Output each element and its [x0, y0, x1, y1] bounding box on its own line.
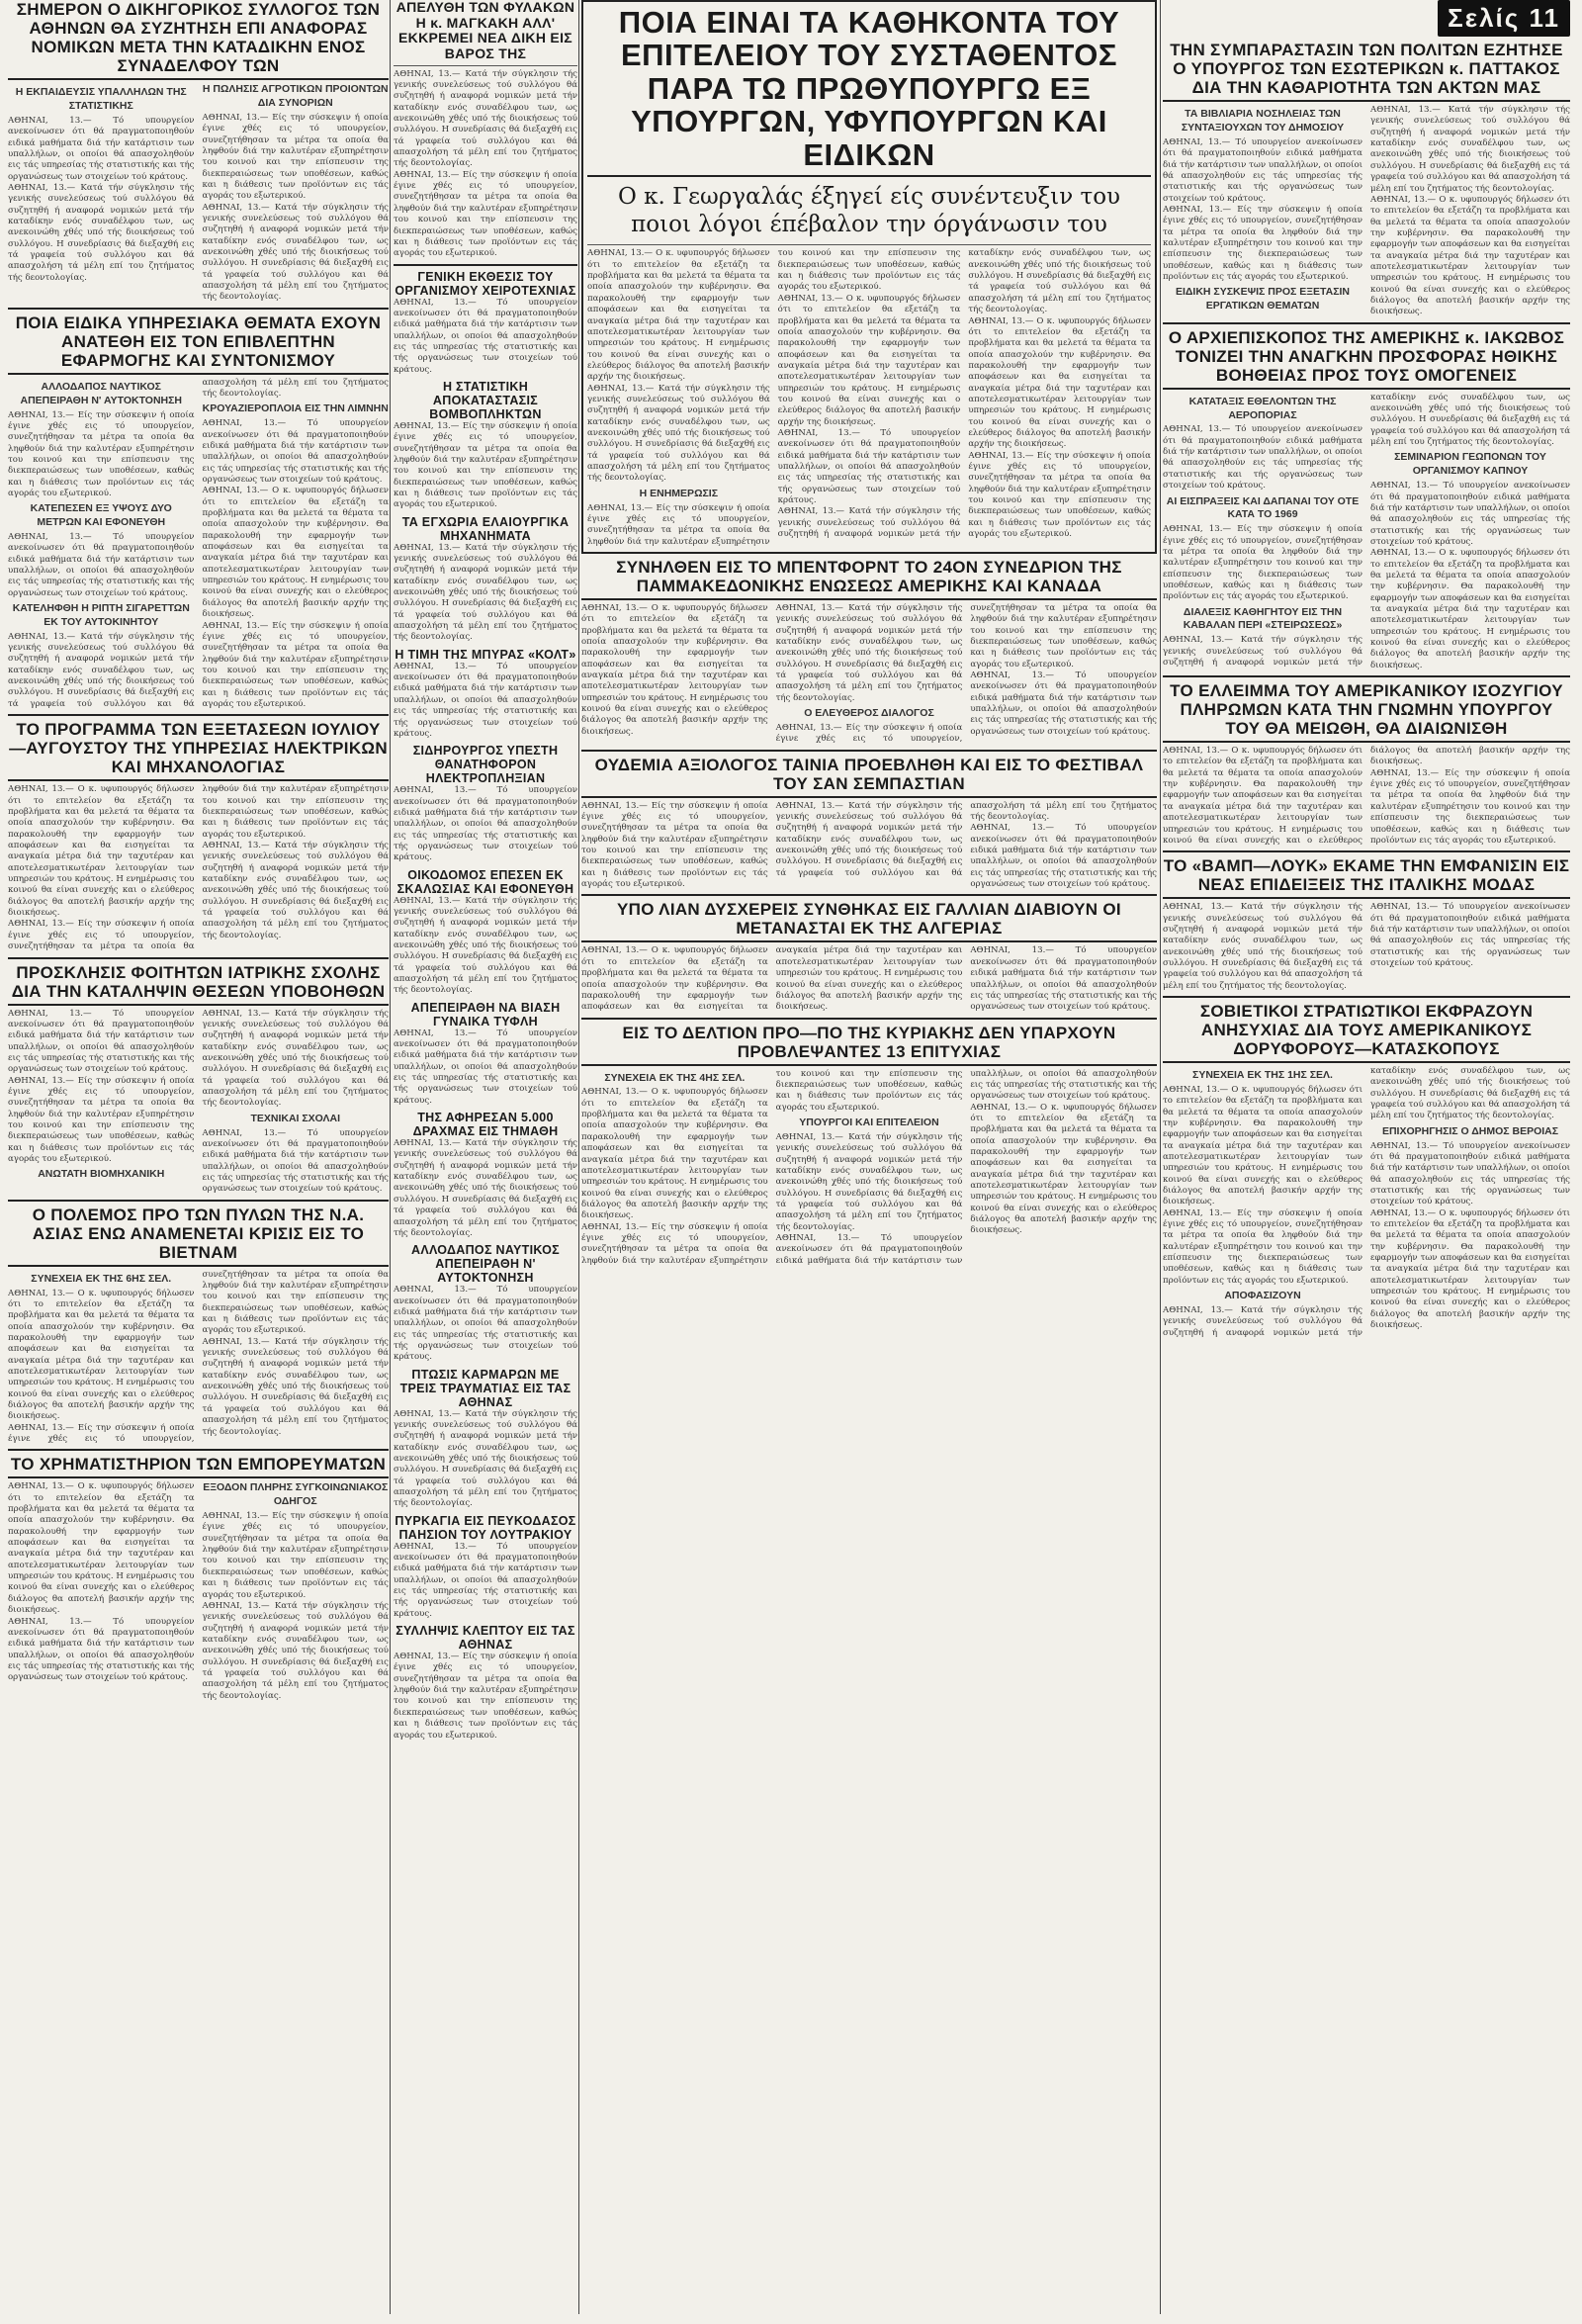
continuation-label: ΣΥΝΕΧΕΙΑ ΕΚ ΤΗΣ 1ΗΣ ΣΕΛ.	[1192, 1069, 1333, 1082]
paragraph: ΑΘΗΝΑΙ, 13.— Είς την σύσκεψιν ή οποία έγινε χθές εις τό υπουργείον, συνεζητήθησαν τα μέτρα τα οποία θα ληφθούν διά την καλυτέραν εξυπηρέτησιν του κοινού και την επίσπευσιν της διεκπεραιώσεως των υποθέσεων, καθώς και η διάθεσις των προϊόντων εις τάς αγοράς του εξωτερικού.	[8, 784, 389, 952]
paragraph: ΑΘΗΝΑΙ, 13.— Ο κ. υφυπουργός δήλωσεν ότι το επιτελείον θα εξετάζη τα προβλήματα και θα μελετά τα θέματα τα οποία απασχολούν την κυβέρνησιν. Θα παρακολουθή την εφαρμογήν των αποφάσεων και θα εισηγείται τα αναγκαία μέτρα διά την ταχυτέραν και αποτελεσματικωτέραν λειτουργίαν των υπηρεσιών του κράτους. Η ενημέρωσις του κοινού θα είναι συνεχής και ο ελεύθερος διάλογος θα αποτελή βασικήν αρχήν της διοικήσεως.	[202, 486, 389, 620]
paragraph: ΑΘΗΝΑΙ, 13.— Είς την σύσκεψιν ή οποία έγινε χθές εις τό υπουργείον, συνεζητήθησαν τα μέτρα τα οποία θα ληφθούν διά την καλυτέραν εξυπηρέτησιν του κοινού και την επίσπευσιν της διεκπεραιώσεως των υποθέσεων, καθώς και η διάθεσις των προϊόντων εις τάς αγοράς του εξωτερικού.	[202, 620, 389, 709]
paragraph: ΑΘΗΝΑΙ, 13.— Τό υπουργείον ανεκοίνωσεν ότι θά πραγματοποιηθούν ειδικά μαθήματα διά τήν κατάρτισιν των υπαλλήλων, οι οποίοι θά απασχοληθούν εις τάς υπηρεσίας τής στατιστικής και τής οργανώσεως των στοιχείων τού κράτους.	[394, 1028, 577, 1106]
paragraph: ΑΘΗΝΑΙ, 13.— Ο κ. υφυπουργός δήλωσεν ότι το επιτελείον θα εξετάζη τα προβλήματα και θα μελετά τα θέματα τα οποία απασχολούν την κυβέρνησιν. Θα παρακολουθή την εφαρμογήν των αποφάσεων και θα εισηγείται τα αναγκαία μέτρα διά την ταχυτέραν και αποτελεσματικωτέραν λειτουργίαν των υπηρεσιών του κράτους. Η ενημέρωσις του κοινού θα είναι συνεχής και ο ελεύθερος διάλογος θα αποτελή βασικήν αρχήν της διοικήσεως.	[587, 248, 770, 383]
article-body	[8, 1481, 389, 1702]
divider	[1163, 996, 1570, 998]
paragraph: ΑΘΗΝΑΙ, 13.— Τό υπουργείον ανεκοίνωσεν ότι θά πραγματοποιηθούν ειδικά μαθήματα διά τήν κατάρτισιν των υπαλλήλων, οι οποίοι θά απασχοληθούν εις τάς υπηρεσίας τής στατιστικής και τής οργανώσεως των στοιχείων τού κράτους.	[394, 785, 577, 863]
headline: ΟΥΔΕΜΙΑ ΑΞΙΟΛΟΓΟΣ ΤΑΙΝΙΑ ΠΡΟΕΒΛΗΘΗ ΚΑΙ ΕΙΣ ΤΟ ΦΕΣΤΙΒΑΛ ΤΟΥ ΣΑΝ ΣΕΜΠΑΣΤΙΑΝ	[581, 756, 1157, 798]
column-second	[394, 0, 577, 2314]
paragraph: ΑΘΗΝΑΙ, 13.— Τό υπουργείον ανεκοίνωσεν ότι θά πραγματοποιηθούν ειδικά μαθήματα διά τήν κατάρτισιν των υπαλλήλων, οι οποίοι θά απασχοληθούν εις τάς υπηρεσίας τής στατιστικής και τής οργανώσεως των στοιχείων τού κράτους.	[970, 945, 1157, 1013]
divider	[1163, 322, 1570, 324]
paragraph: ΑΘΗΝΑΙ, 13.— Κατά τήν σύγκλησιν τής γενικής συνελεύσεως τού συλλόγου θά συζητηθή ή αναφορά νομικών μετά τήν καταδίκην ενός συναδέλφου των, ως ανεκοινώθη χθές υπό τής διοικήσεως τού συλλόγου. Η συνεδρίασις θά διεξαχθή εις τά γραφεία τού συλλόγου και θά απασχολήση τά μέλη επί του ζητήματος τής δεοντολογίας.	[394, 1138, 577, 1238]
subheadline: ΕΞΟΔΟΝ ΠΛΗΡΗΣ ΣΥΓΚΟΙΝΩΝΙΑΚΟΣ ΟΔΗΓΟΣ	[203, 1481, 389, 1508]
paragraph: ΑΘΗΝΑΙ, 13.— Κατά τήν σύγκλησιν τής γενικής συνελεύσεως τού συλλόγου θά συζητηθή ή αναφορά νομικών μετά τήν καταδίκην ενός συναδέλφου των, ως ανεκοινώθη χθές υπό τής διοικήσεως τού συλλόγου. Η συνεδρίασις θά διεξαχθή εις τά γραφεία τού συλλόγου και θά απασχολήση τά μέλη επί του ζητήματος τής δεοντολογίας.	[394, 542, 577, 643]
paragraph: ΑΘΗΝΑΙ, 13.— Τό υπουργείον ανεκοίνωσεν ότι θά πραγματοποιηθούν ειδικά μαθήματα διά τήν κατάρτισιν των υπαλλήλων, οι οποίοι θά απασχοληθούν εις τάς υπηρεσίας τής στατιστικής και τής οργανώσεως των στοιχείων τού κράτους.	[777, 427, 961, 505]
column-rule	[1160, 0, 1161, 2314]
divider	[587, 175, 1151, 177]
paragraph: ΑΘΗΝΑΙ, 13.— Ο κ. υφυπουργός δήλωσεν ότι το επιτελείον θα εξετάζη τα προβλήματα και θα μελετά τα θέματα τα οποία απασχολούν την κυβέρνησιν. Θα παρακολουθή την εφαρμογήν των αποφάσεων και θα εισηγείται τα αναγκαία μέτρα διά την ταχυτέραν και αποτελεσματικωτέραν λειτουργίαν των υπηρεσιών του κράτους. Η ενημέρωσις του κοινού θα είναι συνεχής και ο ελεύθερος διάλογος θα αποτελή βασικήν αρχήν της διοικήσεως.	[581, 1087, 768, 1221]
paragraph: ΑΘΗΝΑΙ, 13.— Ο κ. υφυπουργός δήλωσεν ότι το επιτελείον θα εξετάζη τα προβλήματα και θα μελετά τα θέματα τα οποία απασχολούν την κυβέρνησιν. Θα παρακολουθή την εφαρμογήν των αποφάσεων και θα εισηγείται τα αναγκαία μέτρα διά την ταχυτέραν και αποτελεσματικωτέραν λειτουργίαν των υπηρεσιών του κράτους. Η ενημέρωσις του κοινού θα είναι συνεχής και ο ελεύθερος διάλογος θα αποτελή βασικήν αρχήν της διοικήσεως.	[1163, 746, 1570, 846]
paragraph: ΑΘΗΝΑΙ, 13.— Ο κ. υφυπουργός δήλωσεν ότι το επιτελείον θα εξετάζη τα προβλήματα και θα μελετά τα θέματα τα οποία απασχολούν την κυβέρνησιν. Θα παρακολουθή την εφαρμογήν των αποφάσεων και θα εισηγείται τα αναγκαία μέτρα διά την ταχυτέραν και αποτελεσματικωτέραν λειτουργίαν των υπηρεσιών του κράτους. Η ενημέρωσις του κοινού θα είναι συνεχής και ο ελεύθερος διάλογος θα αποτελή βασικήν αρχήν της διοικήσεως.	[581, 945, 963, 1013]
article-body	[394, 1028, 577, 1107]
subheadline: Η ΕΝΗΜΕΡΩΣΙΣ	[639, 487, 719, 499]
paragraph: ΑΘΗΝΑΙ, 13.— Είς την σύσκεψιν ή οποία έγινε χθές εις τό υπουργείον, συνεζητήθησαν τα μέτρα τα οποία θα ληφθούν διά την καλυτέραν εξυπηρέτησιν του κοινού και την επίσπευσιν της διεκπεραιώσεως των υποθέσεων, καθώς και η διάθεσις των προϊόντων εις τάς αγοράς του εξωτερικού.	[202, 112, 389, 202]
headline: ΠΡΟΣΚΛΗΣΙΣ ΦΟΙΤΗΤΩΝ ΙΑΤΡΙΚΗΣ ΣΧΟΛΗΣ ΔΙΑ ΤΗΝ ΚΑΤΑΛΗΨΙΝ ΘΕΣΕΩΝ ΥΠΟΒΟΗΘΩΝ	[8, 963, 389, 1006]
article-builder-fall	[394, 868, 577, 997]
article-fashion	[1163, 856, 1570, 992]
paragraph: ΑΘΗΝΑΙ, 13.— Είς την σύσκεψιν ή οποία έγινε χθές εις τό υπουργείον, συνεζητήθησαν τα μέτρα τα οποία θα ληφθούν διά την καλυτέραν εξυπηρέτησιν του κοινού και την επίσπευσιν της διεκπεραιώσεως των υποθέσεων, καθώς και η διάθεσις των προϊόντων εις τάς αγοράς του εξωτερικού.	[1163, 204, 1362, 282]
headline: ΠΟΙΑ ΕΙΔΙΚΑ ΥΠΗΡΕΣΙΑΚΑ ΘΕΜΑΤΑ ΕΧΟΥΝ ΑΝΑΤΕΘΗ ΕΙΣ ΤΟΝ ΕΠΙΒΛΕΠΤΗΝ ΕΦΑΡΜΟΓΗΣ ΚΑΙ ΣΥΝΤΟΝΙΣΜΟΥ	[8, 313, 389, 375]
paragraph: ΑΘΗΝΑΙ, 13.— Κατά τήν σύγκλησιν τής γενικής συνελεύσεως τού συλλόγου θά συζητηθή ή αναφορά νομικών μετά τήν καταδίκην ενός συναδέλφου των, ως ανεκοινώθη χθές υπό τής διοικήσεως τού συλλόγου. Η συνεδρίασις θά διεξαχθή εις τά γραφεία τού συλλόγου και θά απασχολήση τά μέλη επί του ζητήματος τής δεοντολογίας.	[1163, 902, 1362, 991]
article-theft	[394, 1111, 577, 1239]
paragraph: ΑΘΗΝΑΙ, 13.— Κατά τήν σύγκλησιν τής γενικής συνελεύσεως τού συλλόγου θά συζητηθή ή αναφορά νομικών μετά τήν καταδίκην ενός συναδέλφου των, ως ανεκοινώθη χθές υπό τής διοικήσεως τού συλλόγου. Η συνεδρίασις θά διεξαχθή εις τά γραφεία τού συλλόγου και θά απασχολήση τά μέλη επί του ζητήματος τής δεοντολογίας.	[775, 602, 963, 703]
paragraph: ΑΘΗΝΑΙ, 13.— Ο κ. υφυπουργός δήλωσεν ότι το επιτελείον θα εξετάζη τα προβλήματα και θα μελετά τα θέματα τα οποία απασχολούν την κυβέρνησιν. Θα παρακολουθή την εφαρμογήν των αποφάσεων και θα εισηγείται τα αναγκαία μέτρα διά την ταχυτέραν και αποτελεσματικωτέραν λειτουργίαν των υπηρεσιών του κράτους. Η ενημέρωσις του κοινού θα είναι συνεχής και ο ελεύθερος διάλογος θα αποτελή βασικήν αρχήν της διοικήσεως.	[1370, 548, 1570, 670]
headline: ΓΕΝΙΚΗ ΕΚΘΕΣΙΣ ΤΟΥ ΟΡΓΑΝΙΣΜΟΥ ΧΕΙΡΟΤΕΧΝΙΑΣ	[395, 269, 576, 298]
headline: ΑΠΕΠΕΙΡΑΘΗ ΝΑ ΒΙΑΣΗ ΓΥΝΑΙΚΑ ΤΥΦΛΗ	[410, 1000, 561, 1028]
paragraph: ΑΘΗΝΑΙ, 13.— Είς την σύσκεψιν ή οποία έγινε χθές εις τό υπουργείον, συνεζητήθησαν τα μέτρα τα οποία θα ληφθούν διά την καλυτέραν εξυπηρέτησιν του κοινού και την επίσπευσιν της διεκπεραιώσεως των υποθέσεων, καθώς και η διάθεσις των προϊόντων εις τάς αγοράς του εξωτερικού.	[8, 1075, 195, 1165]
headline: Ο ΑΡΧΙΕΠΙΣΚΟΠΟΣ ΤΗΣ ΑΜΕΡΙΚΗΣ κ. ΙΑΚΩΒΟΣ ΤΟΝΙΖΕΙ ΤΗΝ ΑΝΑΓΚΗΝ ΠΡΟΣΦΟΡΑΣ ΗΘΙΚΗΣ ΒΟΗΘΕΙΑΣ ΠΡΟΣ ΤΟΥΣ ΟΜΟΓΕΝΕΙΣ	[1163, 328, 1570, 390]
paragraph: ΑΘΗΝΑΙ, 13.— Τό υπουργείον ανεκοίνωσεν ότι θά πραγματοποιηθούν ειδικά μαθήματα διά τήν κατάρτισιν των υπαλλήλων, οι οποίοι θά απασχοληθούν εις τάς υπηρεσίας τής στατιστικής και τής οργανώσεως των στοιχείων τού κράτους.	[8, 1616, 195, 1683]
paragraph: ΑΘΗΝΑΙ, 13.— Τό υπουργείον ανεκοίνωσεν ότι θά πραγματοποιηθούν ειδικά μαθήματα διά τήν κατάρτισιν των υπαλλήλων, οι οποίοι θά απασχοληθούν εις τάς υπηρεσίας τής στατιστικής και τής οργανώσεως των στοιχείων τού κράτους.	[394, 1285, 577, 1363]
column-left	[8, 0, 389, 2314]
divider	[8, 308, 389, 310]
page-masthead	[1163, 0, 1570, 37]
paragraph: ΑΘΗΝΑΙ, 13.— Ο κ. υφυπουργός δήλωσεν ότι το επιτελείον θα εξετάζη τα προβλήματα και θα μελετά τα θέματα τα οποία απασχολούν την κυβέρνησιν. Θα παρακολουθή την εφαρμογήν των αποφάσεων και θα εισηγείται τα αναγκαία μέτρα διά την ταχυτέραν και αποτελεσματικωτέραν λειτουργίαν των υπηρεσιών του κράτους. Η ενημέρωσις του κοινού θα είναι συνεχής και ο ελεύθερος διάλογος θα αποτελή βασικήν αρχήν της διοικήσεως.	[581, 602, 768, 737]
divider	[8, 714, 389, 716]
subheadline: ΑΝΩΤΑΤΗ ΒΙΟΜΗΧΑΝΙΚΗ	[38, 1168, 165, 1181]
paragraph: ΑΘΗΝΑΙ, 13.— Τό υπουργείον ανεκοίνωσεν ότι θά πραγματοποιηθούν ειδικά μαθήματα διά τήν κατάρτισιν των υπαλλήλων, οι οποίοι θά απασχοληθούν εις τάς υπηρεσίας τής στατιστικής και τής οργανώσεως των στοιχείων τού κράτους.	[8, 531, 195, 598]
headline: ΣΟΒΙΕΤΙΚΟΙ ΣΤΡΑΤΙΩΤΙΚΟΙ ΕΚΦΡΑΖΟΥΝ ΑΝΗΣΥΧΙΑΣ ΔΙΑ ΤΟΥΣ ΑΜΕΡΙΚΑΝΙΚΟΥΣ ΔΟΡΥΦΟΡΟΥΣ—ΚΑΤΑΣΚΟΠΟΥΣ	[1163, 1002, 1570, 1063]
paragraph: ΑΘΗΝΑΙ, 13.— Τό υπουργείον ανεκοίνωσεν ότι θά πραγματοποιηθούν ειδικά μαθήματα διά τήν κατάρτισιν των υπαλλήλων, οι οποίοι θά απασχοληθούν εις τάς υπηρεσίας τής στατιστικής και τής οργανώσεως των στοιχείων τού κράτους.	[775, 1068, 1157, 1266]
paragraph: ΑΘΗΝΑΙ, 13.— Ο κ. υφυπουργός δήλωσεν ότι το επιτελείον θα εξετάζη τα προβλήματα και θα μελετά τα θέματα τα οποία απασχολούν την κυβέρνησιν. Θα παρακολουθή την εφαρμογήν των αποφάσεων και θα εισηγείται τα αναγκαία μέτρα διά την ταχυτέραν και αποτελεσματικωτέραν λειτουργίαν των υπηρεσιών του κράτους. Η ενημέρωσις του κοινού θα είναι συνεχής και ο ελεύθερος διάλογος θα αποτελή βασικήν αρχήν της διοικήσεως.	[8, 1288, 195, 1422]
subheadline: ΥΠΟΥΡΓΟΙ ΚΑΙ ΕΠΙΤΕΛΕΙΟΝ	[799, 1116, 939, 1128]
divider	[394, 264, 577, 266]
article-thief-arrest	[394, 1624, 577, 1742]
paragraph: ΑΘΗΝΑΙ, 13.— Τό υπουργείον ανεκοίνωσεν ότι θά πραγματοποιηθούν ειδικά μαθήματα διά τήν κατάρτισιν των υπαλλήλων, οι οποίοι θά απασχοληθούν εις τάς υπηρεσίας τής στατιστικής και τής οργανώσεως των στοιχείων τού κράτους.	[1163, 424, 1362, 492]
paragraph: ΑΘΗΝΑΙ, 13.— Κατά τήν σύγκλησιν τής γενικής συνελεύσεως τού συλλόγου θά συζητηθή ή αναφορά νομικών μετά τήν καταδίκην ενός συναδέλφου των, ως ανεκοινώθη χθές υπό τής διοικήσεως τού συλλόγου. Η συνεδρίασις θά διεξαχθή εις τά γραφεία τού συλλόγου και θά απασχολήση τά μέλη επί του ζητήματος τής δεοντολογίας.	[394, 68, 577, 169]
article-body	[581, 1069, 1157, 1267]
subheadline: Η ΠΩΛΗΣΙΣ ΑΓΡΟΤΙΚΩΝ ΠΡΟΙΟΝΤΩΝ ΔΙΑ ΣΥΝΟΡΙΩΝ	[202, 83, 389, 109]
article-body	[394, 1652, 577, 1742]
subheadline: Ο ΕΛΕΥΘΕΡΟΣ ΔΙΑΛΟΓΟΣ	[804, 707, 934, 720]
page-number-logo: Σελίς 11	[1438, 0, 1570, 37]
paragraph: ΑΘΗΝΑΙ, 13.— Τό υπουργείον ανεκοίνωσεν ότι θά πραγματοποιηθούν ειδικά μαθήματα διά τήν κατάρτισιν των υπαλλήλων, οι οποίοι θά απασχοληθούν εις τάς υπηρεσίας τής στατιστικής και τής οργανώσεως των στοιχείων τού κράτους.	[1163, 136, 1362, 204]
paragraph: ΑΘΗΝΑΙ, 13.— Κατά τήν σύγκλησιν τής γενικής συνελεύσεως τού συλλόγου θά συζητηθή ή αναφορά νομικών μετά τήν καταδίκην ενός συναδέλφου των, ως ανεκοινώθη χθές υπό τής διοικήσεως τού συλλόγου. Η συνεδρίασις θά διεξαχθή εις τά γραφεία τού συλλόγου και θά απασχολήση τά μέλη επί του ζητήματος τής δεοντολογίας.	[8, 377, 389, 709]
headline: ΤΟ ΠΡΟΓΡΑΜΜΑ ΤΩΝ ΕΞΕΤΑΣΕΩΝ ΙΟΥΛΙΟΥ—ΑΥΓΟΥΣΤΟΥ ΤΗΣ ΥΠΗΡΕΣΙΑΣ ΗΛΕΚΤΡΙΚΩΝ ΚΑΙ ΜΗΧΑΝΟΛΟΓΙΑΣ	[8, 720, 389, 781]
headline: ΤΟ ΕΛΛΕΙΜΜΑ ΤΟΥ ΑΜΕΡΙΚΑΝΙΚΟΥ ΙΣΟΖΥΓΙΟΥ ΠΛΗΡΩΜΩΝ ΚΑΤΑ ΤΗΝ ΓΝΩΜΗΝ ΥΠΟΥΡΓΟΥ ΤΟΥ ΘΑ ΜΕΙΩΘΗ, ΘΑ ΔΙΑΙΩΝΙΣΘΗ	[1163, 681, 1570, 743]
paragraph: ΑΘΗΝΑΙ, 13.— Τό υπουργείον ανεκοίνωσεν ότι θά πραγματοποιηθούν ειδικά μαθήματα διά τήν κατάρτισιν των υπαλλήλων, οι οποίοι θά απασχοληθούν εις τάς υπηρεσίας τής στατιστικής και τής οργανώσεως των στοιχείων τού κράτους.	[202, 1127, 389, 1195]
article-pattakos	[1163, 41, 1570, 318]
paragraph: ΑΘΗΝΑΙ, 13.— Τό υπουργείον ανεκοίνωσεν ότι θά πραγματοποιηθούν ειδικά μαθήματα διά τήν κατάρτισιν των υπαλλήλων, οι οποίοι θά απασχοληθούν εις τάς υπηρεσίας τής στατιστικής και τής οργανώσεως των στοιχείων τού κράτους.	[394, 1541, 577, 1619]
article-body	[8, 378, 389, 710]
headline: ΤΑ ΕΓΧΩΡΙΑ ΕΛΑΙΟΥΡΓΙΚΑ ΜΗΧΑΝΗΜΑΤΑ	[401, 514, 570, 543]
article-body	[8, 1009, 389, 1196]
article-body	[394, 1409, 577, 1510]
article-body	[394, 896, 577, 997]
column-center	[581, 0, 1157, 2314]
article-festival	[581, 756, 1157, 891]
paragraph: ΑΘΗΝΑΙ, 13.— Τό υπουργείον ανεκοίνωσεν ότι θά πραγματοποιηθούν ειδικά μαθήματα διά τήν κατάρτισιν των υπαλλήλων, οι οποίοι θά απασχοληθούν εις τάς υπηρεσίας τής στατιστικής και τής οργανώσεως των στοιχείων τού κράτους.	[394, 661, 577, 739]
paragraph: ΑΘΗΝΑΙ, 13.— Ο κ. υφυπουργός δήλωσεν ότι το επιτελείον θα εξετάζη τα προβλήματα και θα μελετά τα θέματα τα οποία απασχολούν την κυβέρνησιν. Θα παρακολουθή την εφαρμογήν των αποφάσεων και θα εισηγείται τα αναγκαία μέτρα διά την ταχυτέραν και αποτελεσματικωτέραν λειτουργίαν των υπηρεσιών του κράτους. Η ενημέρωσις του κοινού θα είναι συνεχής και ο ελεύθερος διάλογος θα αποτελή βασικήν αρχήν της διοικήσεως.	[968, 315, 1151, 450]
column-rule	[390, 0, 391, 2314]
paragraph: ΑΘΗΝΑΙ, 13.— Ο κ. υφυπουργός δήλωσεν ότι το επιτελείον θα εξετάζη τα προβλήματα και θα μελετά τα θέματα τα οποία απασχολούν την κυβέρνησιν. Θα παρακολουθή την εφαρμογήν των αποφάσεων και θα εισηγείται τα αναγκαία μέτρα διά την ταχυτέραν και αποτελεσματικωτέραν λειτουργίαν των υπηρεσιών του κράτους. Η ενημέρωσις του κοινού θα είναι συνεχής και ο ελεύθερος διάλογος θα αποτελή βασικήν αρχήν της διοικήσεως.	[1370, 1207, 1570, 1331]
paragraph: ΑΘΗΝΑΙ, 13.— Κατά τήν σύγκλησιν τής γενικής συνελεύσεως τού συλλόγου θά συζητηθή ή αναφορά νομικών μετά τήν καταδίκην ενός συναδέλφου των, ως ανεκοινώθη χθές υπό τής διοικήσεως τού συλλόγου. Η συνεδρίασις θά διεξαχθή εις τά γραφεία τού συλλόγου και θά απασχολήση τά μέλη επί του ζητήματος τής δεοντολογίας.	[202, 1600, 389, 1701]
continuation-label: ΣΥΝΕΧΕΙΑ ΕΚ ΤΗΣ 4ΗΣ ΣΕΛ.	[604, 1071, 746, 1084]
article-electrocution	[394, 744, 577, 863]
paragraph: ΑΘΗΝΑΙ, 13.— Ο κ. υφυπουργός δήλωσεν ότι το επιτελείον θα εξετάζη τα προβλήματα και θα μελετά τα θέματα τα οποία απασχολούν την κυβέρνησιν. Θα παρακολουθή την εφαρμογήν των αποφάσεων και θα εισηγείται τα αναγκαία μέτρα διά την ταχυτέραν και αποτελεσματικωτέραν λειτουργίαν των υπηρεσιών του κράτους. Η ενημέρωσις του κοινού θα είναι συνεχής και ο ελεύθερος διάλογος θα αποτελή βασικήν αρχήν της διοικήσεως.	[777, 293, 961, 427]
paragraph: ΑΘΗΝΑΙ, 13.— Κατά τήν σύγκλησιν τής γενικής συνελεύσεως τού συλλόγου θά συζητηθή ή αναφορά νομικών μετά τήν καταδίκην ενός συναδέλφου των, ως ανεκοινώθη χθές υπό τής διοικήσεως τού συλλόγου. Η συνεδρίασις θά διεξαχθή εις τά γραφεία τού συλλόγου και θά απασχολήση τά μέλη επί του ζητήματος τής δεοντολογίας.	[1163, 392, 1570, 669]
divider	[1163, 850, 1570, 852]
paragraph: ΑΘΗΝΑΙ, 13.— Είς την σύσκεψιν ή οποία έγινε χθές εις τό υπουργείον, συνεζητήθησαν τα μέτρα τα οποία θα ληφθούν διά την καλυτέραν εξυπηρέτησιν του κοινού και την επίσπευσιν της διεκπεραιώσεως των υποθέσεων, καθώς και η διάθεσις των προϊόντων εις τάς αγοράς του εξωτερικού.	[394, 1652, 577, 1741]
paragraph: ΑΘΗΝΑΙ, 13.— Είς την σύσκεψιν ή οποία έγινε χθές εις τό υπουργείον, συνεζητήθησαν τα μέτρα τα οποία θα ληφθούν διά την καλυτέραν εξυπηρέτησιν του κοινού και την επίσπευσιν της διεκπεραιώσεως των υποθέσεων, καθώς και η διάθεσις των προϊόντων εις τάς αγοράς του εξωτερικού.	[587, 248, 961, 547]
subheadline: ΚΑΤΕΠΕΣΕΝ ΕΞ ΥΨΟΥΣ ΔΥΟ ΜΕΤΡΩΝ ΚΑΙ ΕΦΟΝΕΥΘΗ	[30, 502, 172, 529]
paragraph: ΑΘΗΝΑΙ, 13.— Κατά τήν σύγκλησιν τής γενικής συνελεύσεως τού συλλόγου θά συζητηθή ή αναφορά νομικών μετά τήν καταδίκην ενός συναδέλφου των, ως ανεκοινώθη χθές υπό τής διοικήσεως τού συλλόγου. Η συνεδρίασις θά διεξαχθή εις τά γραφεία τού συλλόγου και θά απασχολήση τά μέλη επί του ζητήματος τής δεοντολογίας.	[1163, 1066, 1570, 1338]
subheadline: ΤΕΧΝΙΚΑΙ ΣΧΟΛΑΙ	[250, 1112, 341, 1124]
paragraph: ΑΘΗΝΑΙ, 13.— Ο κ. υφυπουργός δήλωσεν ότι το επιτελείον θα εξετάζη τα προβλήματα και θα μελετά τα θέματα τα οποία απασχολούν την κυβέρνησιν. Θα παρακολουθή την εφαρμογήν των αποφάσεων και θα εισηγείται τα αναγκαία μέτρα διά την ταχυτέραν και αποτελεσματικωτέραν λειτουργίαν των υπηρεσιών του κράτους. Η ενημέρωσις του κοινού θα είναι συνεχής και ο ελεύθερος διάλογος θα αποτελή βασικήν αρχήν της διοικήσεως.	[8, 784, 195, 919]
paragraph: ΑΘΗΝΑΙ, 13.— Τό υπουργείον ανεκοίνωσεν ότι θά πραγματοποιηθούν ειδικά μαθήματα διά τήν κατάρτισιν των υπαλλήλων, οι οποίοι θά απασχοληθούν εις τάς υπηρεσίας τής στατιστικής και τής οργανώσεως των στοιχείων τού κράτους.	[8, 115, 195, 182]
paragraph: ΑΘΗΝΑΙ, 13.— Είς την σύσκεψιν ή οποία έγινε χθές εις τό υπουργείον, συνεζητήθησαν τα μέτρα τα οποία θα ληφθούν διά την καλυτέραν εξυπηρέτησιν του κοινού και την επίσπευσιν της διεκπεραιώσεως των υποθέσεων, καθώς και η διάθεσις των προϊόντων εις τάς αγοράς του εξωτερικού.	[581, 800, 768, 890]
article-iakovos	[1163, 328, 1570, 671]
paragraph: ΑΘΗΝΑΙ, 13.— Κατά τήν σύγκλησιν τής γενικής συνελεύσεως τού συλλόγου θά συζητηθή ή αναφορά νομικών μετά τήν καταδίκην ενός συναδέλφου των, ως ανεκοινώθη χθές υπό τής διοικήσεως τού συλλόγου. Η συνεδρίασις θά διεξαχθή εις τά γραφεία τού συλλόγου και θά απασχολήση τά μέλη επί του ζητήματος τής δεοντολογίας.	[202, 1336, 389, 1437]
article-vietnam	[8, 1206, 389, 1446]
paragraph: ΑΘΗΝΑΙ, 13.— Κατά τήν σύγκλησιν τής γενικής συνελεύσεως τού συλλόγου θά συζητηθή ή αναφορά νομικών μετά τήν καταδίκην ενός συναδέλφου των, ως ανεκοινώθη χθές υπό τής διοικήσεως τού συλλόγου. Η συνεδρίασις θά διεξαχθή εις τά γραφεία τού συλλόγου και θά απασχολήση τά μέλη επί του ζητήματος τής δεοντολογίας.	[775, 1131, 963, 1232]
paragraph: ΑΘΗΝΑΙ, 13.— Κατά τήν σύγκλησιν τής γενικής συνελεύσεως τού συλλόγου θά συζητηθή ή αναφορά νομικών μετά τήν καταδίκην ενός συναδέλφου των, ως ανεκοινώθη χθές υπό τής διοικήσεως τού συλλόγου. Η συνεδρίασις θά διεξαχθή εις τά γραφεία τού συλλόγου και θά απασχολήση τά μέλη επί του ζητήματος τής δεοντολογίας.	[202, 202, 389, 303]
continuation-label: ΣΥΝΕΧΕΙΑ ΕΚ ΤΗΣ 6ΗΣ ΣΕΛ.	[31, 1272, 172, 1285]
column-right	[1163, 0, 1570, 2314]
lead-article	[581, 0, 1157, 554]
paragraph: ΑΘΗΝΑΙ, 13.— Κατά τήν σύγκλησιν τής γενικής συνελεύσεως τού συλλόγου θά συζητηθή ή αναφορά νομικών μετά τήν καταδίκην ενός συναδέλφου των, ως ανεκοινώθη χθές υπό τής διοικήσεως τού συλλόγου. Η συνεδρίασις θά διεξαχθή εις τά γραφεία τού συλλόγου και θά απασχολήση τά μέλη επί του ζητήματος τής δεοντολογίας.	[394, 895, 577, 996]
headline: ΟΙΚΟΔΟΜΟΣ ΕΠΕΣΕΝ ΕΚ ΣΚΑΛΩΣΙΑΣ ΚΑΙ ΕΦΟΝΕΥΘΗ	[396, 867, 574, 896]
paragraph: ΑΘΗΝΑΙ, 13.— Κατά τήν σύγκλησιν τής γενικής συνελεύσεως τού συλλόγου θά συζητηθή ή αναφορά νομικών μετά τήν καταδίκην ενός συναδέλφου των, ως ανεκοινώθη χθές υπό τής διοικήσεως τού συλλόγου. Η συνεδρίασις θά διεξαχθή εις τά γραφεία τού συλλόγου και θά απασχολήση τά μέλη επί του ζητήματος τής δεοντολογίας.	[394, 1408, 577, 1509]
subheadline: ΚΡΟΥΑΖΙΕΡΟΠΛΟΙΑ ΕΙΣ ΤΗΝ ΛΙΜΝΗΝ	[202, 402, 389, 415]
paragraph: ΑΘΗΝΑΙ, 13.— Είς την σύσκεψιν ή οποία έγινε χθές εις τό υπουργείον, συνεζητήθησαν τα μέτρα τα οποία θα ληφθούν διά την καλυτέραν εξυπηρέτησιν του κοινού και την επίσπευσιν της διεκπεραιώσεως των υποθέσεων, καθώς και η διάθεσις των προϊόντων εις τάς αγοράς του εξωτερικού.	[1370, 767, 1570, 846]
paragraph: ΑΘΗΝΑΙ, 13.— Τό υπουργείον ανεκοίνωσεν ότι θά πραγματοποιηθούν ειδικά μαθήματα διά τήν κατάρτισιν των υπαλλήλων, οι οποίοι θά απασχοληθούν εις τάς υπηρεσίας τής στατιστικής και τής οργανώσεως των στοιχείων τού κράτους.	[970, 823, 1157, 890]
divider	[394, 65, 577, 66]
paragraph: ΑΘΗΝΑΙ, 13.— Κατά τήν σύγκλησιν τής γενικής συνελεύσεως τού συλλόγου θά συζητηθή ή αναφορά νομικών μετά τήν καταδίκην ενός συναδέλφου των, ως ανεκοινώθη χθές υπό τής διοικήσεως τού συλλόγου. Η συνεδρίασις θά διεξαχθή εις τά γραφεία τού συλλόγου και θά απασχολήση τά μέλη επί του ζητήματος τής δεοντολογίας.	[202, 1008, 389, 1109]
paragraph: ΑΘΗΝΑΙ, 13.— Ο κ. υφυπουργός δήλωσεν ότι το επιτελείον θα εξετάζη τα προβλήματα και θα μελετά τα θέματα τα οποία απασχολούν την κυβέρνησιν. Θα παρακολουθή την εφαρμογήν των αποφάσεων και θα εισηγείται τα αναγκαία μέτρα διά την ταχυτέραν και αποτελεσματικωτέραν λειτουργίαν των υπηρεσιών του κράτους. Η ενημέρωσις του κοινού θα είναι συνεχής και ο ελεύθερος διάλογος θα αποτελή βασικήν αρχήν της διοικήσεως.	[970, 1102, 1157, 1236]
paragraph: ΑΘΗΝΑΙ, 13.— Κατά τήν σύγκλησιν τής γενικής συνελεύσεως τού συλλόγου θά συζητηθή ή αναφορά νομικών μετά τήν καταδίκην ενός συναδέλφου των, ως ανεκοινώθη χθές υπό τής διοικήσεως τού συλλόγου. Η συνεδρίασις θά διεξαχθή εις τά γραφεία τού συλλόγου και θά απασχολήση τά μέλη επί του ζητήματος τής δεοντολογίας.	[777, 248, 1151, 540]
paragraph: ΑΘΗΝΑΙ, 13.— Είς την σύσκεψιν ή οποία έγινε χθές εις τό υπουργείον, συνεζητήθησαν τα μέτρα τα οποία θα ληφθούν διά την καλυτέραν εξυπηρέτησιν του κοινού και την επίσπευσιν της διεκπεραιώσεως των υποθέσεων, καθώς και η διάθεσις των προϊόντων εις τάς αγοράς του εξωτερικού.	[394, 420, 577, 510]
article-accident	[394, 1368, 577, 1510]
article-magkaki	[394, 0, 577, 260]
article-body	[394, 69, 577, 260]
headline: ΑΠΕΛΥΘΗ ΤΩΝ ΦΥΛΑΚΩΝ Η κ. ΜΑΓΚΑΚΗ ΑΛΛ' ΕΚΚΡΕΜΕΙ ΝΕΑ ΔΙΚΗ ΕΙΣ ΒΑΡΟΣ ΤΗΣ	[396, 0, 575, 62]
article-fire	[394, 1514, 577, 1620]
lead-subheadline: Ο κ. Γεωργαλάς έξηγεί είς συνέντευξιν του ποιοι λόγοι έπέβαλον την όργάνωσιν του	[617, 184, 1121, 238]
subheadline: ΚΑΤΕΛΗΦΘΗ Η ΡΙΠΤΗ ΣΙΓΑΡΕΤΤΩΝ ΕΚ ΤΟΥ ΑΥΤΟΚΙΝΗΤΟΥ	[12, 602, 190, 628]
paragraph: ΑΘΗΝΑΙ, 13.— Ο κ. υφυπουργός δήλωσεν ότι το επιτελείον θα εξετάζη τα προβλήματα και θα μελετά τα θέματα τα οποία απασχολούν την κυβέρνησιν. Θα παρακολουθή την εφαρμογήν των αποφάσεων και θα εισηγείται τα αναγκαία μέτρα διά την ταχυτέραν και αποτελεσματικωτέραν λειτουργίαν των υπηρεσιών του κράτους. Η ενημέρωσις του κοινού θα είναι συνεχής και ο ελεύθερος διάλογος θα αποτελή βασικήν αρχήν της διοικήσεως.	[1370, 194, 1570, 317]
headline: ΣΗΜΕΡΟΝ Ο ΔΙΚΗΓΟΡΙΚΟΣ ΣΥΛΛΟΓΟΣ ΤΩΝ ΑΘΗΝΩΝ ΘΑ ΣΥΖΗΤΗΣΗ ΕΠΙ ΑΝΑΦΟΡΑΣ ΝΟΜΙΚΩΝ ΜΕΤΑ ΤΗΝ ΚΑΤΑΔΙΚΗΝ ΕΝΟΣ ΣΥΝΑΔΕΛΦΟΥ ΤΩΝ	[8, 0, 389, 80]
paragraph: ΑΘΗΝΑΙ, 13.— Τό υπουργείον ανεκοίνωσεν ότι θά πραγματοποιηθούν ειδικά μαθήματα διά τήν κατάρτισιν των υπαλλήλων, οι οποίοι θά απασχοληθούν εις τάς υπηρεσίας τής στατιστικής και τής οργανώσεως των στοιχείων τού κράτους.	[1370, 481, 1570, 547]
article-body	[1163, 1066, 1570, 1339]
headline: Η ΤΙΜΗ ΤΗΣ ΜΠΥΡΑΣ «ΚΟΛΤ»	[395, 647, 576, 662]
headline: ΤΟ ΧΡΗΜΑΤΙΣΤΗΡΙΟΝ ΤΩΝ ΕΜΠΟΡΕΥΜΑΤΩΝ	[8, 1455, 389, 1478]
article-body	[8, 83, 389, 304]
article-body	[1163, 105, 1570, 318]
headline: ΤΗΣ ΑΦΗΡΕΣΑΝ 5.000 ΔΡΑΧΜΑΣ ΕΙΣ ΤΗΜΑΘΗ	[412, 1111, 559, 1139]
article-bomb-victims	[394, 380, 577, 511]
lead-headline: ΠΟΙΑ ΕΙΝΑΙ ΤΑ ΚΑΘΗΚΟΝΤΑ ΤΟΥ ΕΠΙΤΕΛΕΙΟΥ ΤΟΥ ΣΥΣΤΑΘΕΝΤΟΣ ΠΑΡΑ ΤΩ ΠΡΩΘΥΠΟΥΡΓΩ ΕΞ ΥΠΟΥΡΓΩΝ, ΥΦΥΠΟΥΡΓΩΝ ΚΑΙ ΕΙΔΙΚΩΝ	[618, 5, 1120, 172]
article-body	[1163, 393, 1570, 671]
subheadline: ΣΕΜΙΝΑΡΙΟΝ ΓΕΩΠΟΝΩΝ ΤΟΥ ΟΡΓΑΝΙΣΜΟΥ ΚΑΠΝΟΥ	[1394, 451, 1546, 478]
divider	[587, 244, 1151, 245]
article-body	[8, 1270, 389, 1446]
article-body	[394, 785, 577, 863]
article-algeria	[581, 900, 1157, 1013]
headline: ΣΥΛΛΗΨΙΣ ΚΛΕΠΤΟΥ ΕΙΣ ΤΑΣ ΑΘΗΝΑΣ	[396, 1624, 575, 1653]
subheadline: ΚΑΤΑΤΑΞΙΣ ΕΘΕΛΟΝΤΩΝ ΤΗΣ ΑΕΡΟΠΟΡΙΑΣ	[1188, 395, 1337, 421]
article-body	[581, 801, 1157, 891]
headline: Η ΣΤΑΤΙΣΤΙΚΗ ΑΠΟΚΑΤΑΣΤΑΣΙΣ ΒΟΜΒΟΠΛΗΚΤΩΝ	[429, 379, 542, 421]
paragraph: ΑΘΗΝΑΙ, 13.— Τό υπουργείον ανεκοίνωσεν ότι θά πραγματοποιηθούν ειδικά μαθήματα διά τήν κατάρτισιν των υπαλλήλων, οι οποίοι θά απασχοληθούν εις τάς υπηρεσίας τής στατιστικής και τής οργανώσεως των στοιχείων τού κράτους.	[970, 670, 1157, 737]
article-body	[394, 421, 577, 511]
paragraph: ΑΘΗΝΑΙ, 13.— Κατά τήν σύγκλησιν τής γενικής συνελεύσεως τού συλλόγου θά συζητηθή ή αναφορά νομικών μετά τήν καταδίκην ενός συναδέλφου των, ως ανεκοινώθη χθές υπό τής διοικήσεως τού συλλόγου. Η συνεδρίασις θά διεξαχθή εις τά γραφεία τού συλλόγου και θά απασχολήση τά μέλη επί του ζητήματος τής δεοντολογίας.	[1370, 105, 1570, 194]
article-lawyers	[8, 0, 389, 304]
paragraph: ΑΘΗΝΑΙ, 13.— Είς την σύσκεψιν ή οποία έγινε χθές εις τό υπουργείον, συνεζητήθησαν τα μέτρα τα οποία θα ληφθούν διά την καλυτέραν εξυπηρέτησιν του κοινού και την επίσπευσιν της διεκπεραιώσεως των υποθέσεων, καθώς και η διάθεσις των προϊόντων εις τάς αγοράς του εξωτερικού.	[1163, 524, 1362, 602]
paragraph: ΑΘΗΝΑΙ, 13.— Κατά τήν σύγκλησιν τής γενικής συνελεύσεως τού συλλόγου θά συζητηθή ή αναφορά νομικών μετά τήν καταδίκην ενός συναδέλφου των, ως ανεκοινώθη χθές υπό τής διοικήσεως τού συλλόγου. Η συνεδρίασις θά διεξαχθή εις τά γραφεία τού συλλόγου και θά απασχολήση τά μέλη επί του ζητήματος τής δεοντολογίας.	[202, 841, 389, 940]
paragraph: ΑΘΗΝΑΙ, 13.— Είς την σύσκεψιν ή οποία έγινε χθές εις τό υπουργείον, συνεζητήθησαν τα μέτρα τα οποία θα ληφθούν διά την καλυτέραν εξυπηρέτησιν του κοινού και την επίσπευσιν της διεκπεραιώσεως των υποθέσεων, καθώς και η διάθεσις των προϊόντων εις τάς αγοράς του εξωτερικού.	[775, 602, 1157, 745]
paragraph: ΑΘΗΝΑΙ, 13.— Κατά τήν σύγκλησιν τής γενικής συνελεύσεως τού συλλόγου θά συζητηθή ή αναφορά νομικών μετά τήν καταδίκην ενός συναδέλφου των, ως ανεκοινώθη χθές υπό τής διοικήσεως τού συλλόγου. Η συνεδρίασις θά διεξαχθή εις τά γραφεία τού συλλόγου και θά απασχολήση τά μέλη επί του ζητήματος τής δεοντολογίας.	[775, 800, 1157, 878]
column-rule	[578, 0, 579, 2314]
paragraph: ΑΘΗΝΑΙ, 13.— Είς την σύσκεψιν ή οποία έγινε χθές εις τό υπουργείον, συνεζητήθησαν τα μέτρα τα οποία θα ληφθούν διά την καλυτέραν εξυπηρέτησιν του κοινού και την επίσπευσιν της διεκπεραιώσεως των υποθέσεων, καθώς και η διάθεσις των προϊόντων εις τάς αγοράς του εξωτερικού.	[581, 1068, 963, 1266]
paragraph: ΑΘΗΝΑΙ, 13.— Ο κ. υφυπουργός δήλωσεν ότι το επιτελείον θα εξετάζη τα προβλήματα και θα μελετά τα θέματα τα οποία απασχολούν την κυβέρνησιν. Θα παρακολουθή την εφαρμογήν των αποφάσεων και θα εισηγείται τα αναγκαία μέτρα διά την ταχυτέραν και αποτελεσματικωτέραν λειτουργίαν των υπηρεσιών του κράτους. Η ενημέρωσις του κοινού θα είναι συνεχής και ο ελεύθερος διάλογος θα αποτελή βασικήν αρχήν της διοικήσεως.	[1163, 1084, 1362, 1207]
article-exams	[8, 720, 389, 952]
article-body	[394, 1542, 577, 1620]
headline: ΤΗΝ ΣΥΜΠΑΡΑΣΤΑΣΙΝ ΤΩΝ ΠΟΛΙΤΩΝ ΕΖΗΤΗΣΕ Ο ΥΠΟΥΡΓΟΣ ΤΩΝ ΕΣΩΤΕΡΙΚΩΝ κ. ΠΑΤΤΑΚΟΣ ΔΙΑ ΤΗΝ ΚΑΘΑΡΙΟΤΗΤΑ ΤΩΝ ΑΚΤΩΝ ΜΑΣ	[1163, 41, 1570, 102]
subheadline: ΕΠΙΧΟΡΗΓΗΣΙΣ Ο ΔΗΜΟΣ ΒΕΡΟΙΑΣ	[1381, 1124, 1559, 1137]
subheadline: ΔΙΑΛΕΞΙΣ ΚΑΘΗΓΗΤΟΥ ΕΙΣ ΤΗΝ ΚΑΒΑΛΑΝ ΠΕΡΙ «ΣΤΕΙΡΩΣΕΩΣ»	[1183, 605, 1343, 632]
article-payments-balance	[1163, 681, 1570, 847]
paragraph: ΑΘΗΝΑΙ, 13.— Κατά τήν σύγκλησιν τής γενικής συνελεύσεως τού συλλόγου θά συζητηθή ή αναφορά νομικών μετά τήν καταδίκην ενός συναδέλφου των, ως ανεκοινώθη χθές υπό τής διοικήσεως τού συλλόγου. Η συνεδρίασις θά διεξαχθή εις τά γραφεία τού συλλόγου και θά απασχολήση τά μέλη επί του ζητήματος τής δεοντολογίας.	[8, 182, 195, 283]
headline: ΑΛΛΟΔΑΠΟΣ ΝΑΥΤΙΚΟΣ ΑΠΕΠΕΙΡΑΘΗ Ν' ΑΥΤΟΚΤΟΝΗΣΗ	[411, 1243, 560, 1286]
divider	[8, 1449, 389, 1451]
article-coordination	[8, 313, 389, 711]
paragraph: ΑΘΗΝΑΙ, 13.— Ο κ. υφυπουργός δήλωσεν ότι το επιτελείον θα εξετάζη τα προβλήματα και θα μελετά τα θέματα τα οποία απασχολούν την κυβέρνησιν. Θα παρακολουθή την εφαρμογήν των αποφάσεων και θα εισηγείται τα αναγκαία μέτρα διά την ταχυτέραν και αποτελεσματικωτέραν λειτουργίαν των υπηρεσιών του κράτους. Η ενημέρωσις του κοινού θα είναι συνεχής και ο ελεύθερος διάλογος θα αποτελή βασικήν αρχήν της διοικήσεως.	[8, 1481, 195, 1616]
article-body	[394, 1285, 577, 1363]
article-body	[394, 298, 577, 376]
article-body	[1163, 902, 1570, 992]
article-body	[394, 662, 577, 740]
paragraph: ΑΘΗΝΑΙ, 13.— Τό υπουργείον ανεκοίνωσεν ότι θά πραγματοποιηθούν ειδικά μαθήματα διά τήν κατάρτισιν των υπαλλήλων, οι οποίοι θά απασχοληθούν εις τάς υπηρεσίας τής στατιστικής και τής οργανώσεως των στοιχείων τού κράτους.	[8, 1008, 195, 1075]
subheadline: ΕΙΔΙΚΗ ΣΥΣΚΕΨΙΣ ΠΡΟΣ ΕΞΕΤΑΣΙΝ ΕΡΓΑΤΙΚΩΝ ΘΕΜΑΤΩΝ	[1175, 286, 1351, 313]
article-olive-machines	[394, 515, 577, 644]
article-body	[394, 543, 577, 644]
article-body	[581, 945, 1157, 1013]
divider	[581, 894, 1157, 896]
headline: ΠΤΩΣΙΣ ΚΑΡΜΑΡΩΝ ΜΕ ΤΡΕΙΣ ΤΡΑΥΜΑΤΙΑΣ ΕΙΣ ΤΑΣ ΑΘΗΝΑΣ	[399, 1367, 571, 1409]
subheadline: Η ΕΚΠΑΙΔΕΥΣΙΣ ΥΠΑΛΛΗΛΩΝ ΤΗΣ ΣΤΑΤΙΣΤΙΚΗΣ	[15, 86, 187, 112]
subheadline: ΑΛΛΟΔΑΠΟΣ ΝΑΥΤΙΚΟΣ ΑΠΕΠΕΙΡΑΘΗ Ν' ΑΥΤΟΚΤΟΝΗΣΗ	[20, 380, 183, 406]
article-commodities	[8, 1455, 389, 1702]
article-beer-price	[394, 648, 577, 740]
divider	[581, 1018, 1157, 1020]
article-soviet-satellites	[1163, 1002, 1570, 1339]
paragraph: ΑΘΗΝΑΙ, 13.— Είς την σύσκεψιν ή οποία έγινε χθές εις τό υπουργείον, συνεζητήθησαν τα μέτρα τα οποία θα ληφθούν διά την καλυτέραν εξυπηρέτησιν του κοινού και την επίσπευσιν της διεκπεραιώσεως των υποθέσεων, καθώς και η διάθεσις των προϊόντων εις τάς αγοράς του εξωτερικού.	[1163, 1207, 1362, 1286]
divider	[8, 1200, 389, 1202]
article-body	[581, 603, 1157, 746]
paragraph: ΑΘΗΝΑΙ, 13.— Είς την σύσκεψιν ή οποία έγινε χθές εις τό υπουργείον, συνεζητήθησαν τα μέτρα τα οποία θα ληφθούν διά την καλυτέραν εξυπηρέτησιν του κοινού και την επίσπευσιν της διεκπεραιώσεως των υποθέσεων, καθώς και η διάθεσις των προϊόντων εις τάς αγοράς του εξωτερικού.	[968, 450, 1151, 540]
paragraph: ΑΘΗΝΑΙ, 13.— Τό υπουργείον ανεκοίνωσεν ότι θά πραγματοποιηθούν ειδικά μαθήματα διά τήν κατάρτισιν των υπαλλήλων, οι οποίοι θά απασχοληθούν εις τάς υπηρεσίας τής στατιστικής και τής οργανώσεως των στοιχείων τού κράτους.	[394, 297, 577, 375]
article-medical-school	[8, 963, 389, 1196]
headline: Ο ΠΟΛΕΜΟΣ ΠΡΟ ΤΩΝ ΠΥΛΩΝ ΤΗΣ Ν.Α. ΑΣΙΑΣ ΕΝΩ ΑΝΑΜΕΝΕΤΑΙ ΚΡΙΣΙΣ ΕΙΣ ΤΟ ΒΙΕΤΝΑΜ	[8, 1206, 389, 1267]
divider	[1163, 675, 1570, 677]
article-propo	[581, 1024, 1157, 1267]
article-assault	[394, 1001, 577, 1107]
headline: ΣΥΝΗΛΘΕΝ ΕΙΣ ΤΟ ΜΠΕΝΤΦΟΡΝΤ ΤΟ 24ΟΝ ΣΥΝΕΔΡΙΟΝ ΤΗΣ ΠΑΜΜΑΚΕΔΟΝΙΚΗΣ ΕΝΩΣΕΩΣ ΑΜΕΡΙΚΗΣ ΚΑΙ ΚΑΝΑΔΑ	[581, 558, 1157, 600]
subheadline: ΤΑ ΒΙΒΛΙΑΡΙΑ ΝΟΣΗΛΕΙΑΣ ΤΩΝ ΣΥΝΤΑΞΙΟΥΧΩΝ ΤΟΥ ΔΗΜΟΣΙΟΥ	[1181, 108, 1345, 134]
paragraph: ΑΘΗΝΑΙ, 13.— Τό υπουργείον ανεκοίνωσεν ότι θά πραγματοποιηθούν ειδικά μαθήματα διά τήν κατάρτισιν των υπαλλήλων, οι οποίοι θά απασχοληθούν εις τάς υπηρεσίας τής στατιστικής και τής οργανώσεως των στοιχείων τού κράτους.	[1370, 902, 1570, 968]
paragraph: ΑΘΗΝΑΙ, 13.— Είς την σύσκεψιν ή οποία έγινε χθές εις τό υπουργείον, συνεζητήθησαν τα μέτρα τα οποία θα ληφθούν διά την καλυτέραν εξυπηρέτησιν του κοινού και την επίσπευσιν της διεκπεραιώσεως των υποθέσεων, καθώς και η διάθεσις των προϊόντων εις τάς αγοράς του εξωτερικού.	[8, 409, 195, 498]
headline: ΕΙΣ ΤΟ ΔΕΛΤΙΟΝ ΠΡΟ—ΠΟ ΤΗΣ ΚΥΡΙΑΚΗΣ ΔΕΝ ΥΠΑΡΧΟΥΝ ΠΡΟΒΛΕΨΑΝΤΕΣ 13 ΕΠΙΤΥΧΙΑΣ	[581, 1024, 1157, 1066]
article-body	[587, 248, 1151, 547]
paragraph: ΑΘΗΝΑΙ, 13.— Τό υπουργείον ανεκοίνωσεν ότι θά πραγματοποιηθούν ειδικά μαθήματα διά τήν κατάρτισιν των υπαλλήλων, οι οποίοι θά απασχοληθούν εις τάς υπηρεσίας τής στατιστικής και τής οργανώσεως των στοιχείων τού κράτους.	[202, 418, 389, 486]
headline: ΥΠΟ ΛΙΑΝ ΔΥΣΧΕΡΕΙΣ ΣΥΝΘΗΚΑΣ ΕΙΣ ΓΑΛΛΙΑΝ ΔΙΑΒΙΟΥΝ ΟΙ ΜΕΤΑΝΑΣΤΑΙ ΕΚ ΤΗΣ ΑΛΓΕΡΙΑΣ	[581, 900, 1157, 942]
article-body	[1163, 746, 1570, 847]
divider	[581, 750, 1157, 752]
article-sailor	[394, 1243, 577, 1363]
article-body	[394, 1138, 577, 1239]
subheadline: ΑΠΟΦΑΣΙΖΟΥΝ	[1224, 1290, 1301, 1302]
divider	[8, 957, 389, 959]
article-crafts	[394, 270, 577, 376]
paragraph: ΑΘΗΝΑΙ, 13.— Είς την σύσκεψιν ή οποία έγινε χθές εις τό υπουργείον, συνεζητήθησαν τα μέτρα τα οποία θα ληφθούν διά την καλυτέραν εξυπηρέτησιν του κοινού και την επίσπευσιν της διεκπεραιώσεως των υποθέσεων, καθώς και η διάθεσις των προϊόντων εις τάς αγοράς του εξωτερικού.	[202, 1511, 389, 1600]
article-macedonian-congress	[581, 558, 1157, 746]
headline: ΠΥΡΚΑΓΙΑ ΕΙΣ ΠΕΥΚΟΔΑΣΟΣ ΠΑΗΣΙΟΝ ΤΟΥ ΛΟΥΤΡΑΚΙΟΥ	[395, 1513, 576, 1542]
article-body	[8, 784, 389, 952]
paragraph: ΑΘΗΝΑΙ, 13.— Τό υπουργείον ανεκοίνωσεν ότι θά πραγματοποιηθούν ειδικά μαθήματα διά τήν κατάρτισιν των υπαλλήλων, οι οποίοι θά απασχοληθούν εις τάς υπηρεσίας τής στατιστικής και τής οργανώσεως των στοιχείων τού κράτους.	[1370, 1140, 1570, 1207]
headline: ΤΟ «ΒΑΜΠ—ΛΟΥΚ» ΕΚΑΜΕ ΤΗΝ ΕΜΦΑΝΙΣΙΝ ΕΙΣ ΝΕΑΣ ΕΠΙΔΕΙΞΕΙΣ ΤΗΣ ΙΤΑΛΙΚΗΣ ΜΟΔΑΣ	[1163, 856, 1570, 899]
paragraph: ΑΘΗΝΑΙ, 13.— Είς την σύσκεψιν ή οποία έγινε χθές εις τό υπουργείον, συνεζητήθησαν τα μέτρα τα οποία θα ληφθούν διά την καλυτέραν εξυπηρέτησιν του κοινού και την επίσπευσιν της διεκπεραιώσεως των υποθέσεων, καθώς και η διάθεσις των προϊόντων εις τάς αγοράς του εξωτερικού.	[394, 169, 577, 259]
headline: ΣΙΔΗΡΟΥΡΓΟΣ ΥΠΕΣΤΗ ΘΑΝΑΤΗΦΟΡΟΝ ΗΛΕΚΤΡΟΠΛΗΞΙΑΝ	[412, 744, 559, 786]
paragraph: ΑΘΗΝΑΙ, 13.— Κατά τήν σύγκλησιν τής γενικής συνελεύσεως τού συλλόγου θά συζητηθή ή αναφορά νομικών μετά τήν καταδίκην ενός συναδέλφου των, ως ανεκοινώθη χθές υπό τής διοικήσεως τού συλλόγου. Η συνεδρίασις θά διεξαχθή εις τά γραφεία τού συλλόγου και θά απασχολήση τά μέλη επί του ζητήματος τής δεοντολογίας.	[587, 383, 770, 484]
subheadline: ΑΙ ΕΙΣΠΡΑΞΕΙΣ ΚΑΙ ΔΑΠΑΝΑΙ ΤΟΥ ΟΤΕ ΚΑΤΑ ΤΟ 1969	[1166, 494, 1360, 521]
paragraph: ΑΘΗΝΑΙ, 13.— Είς την σύσκεψιν ή οποία έγινε χθές εις τό υπουργείον, συνεζητήθησαν τα μέτρα τα οποία θα ληφθούν διά την καλυτέραν εξυπηρέτησιν του κοινού και την επίσπευσιν της διεκπεραιώσεως των υποθέσεων, καθώς και η διάθεσις των προϊόντων εις τάς αγοράς του εξωτερικού.	[8, 1269, 389, 1445]
